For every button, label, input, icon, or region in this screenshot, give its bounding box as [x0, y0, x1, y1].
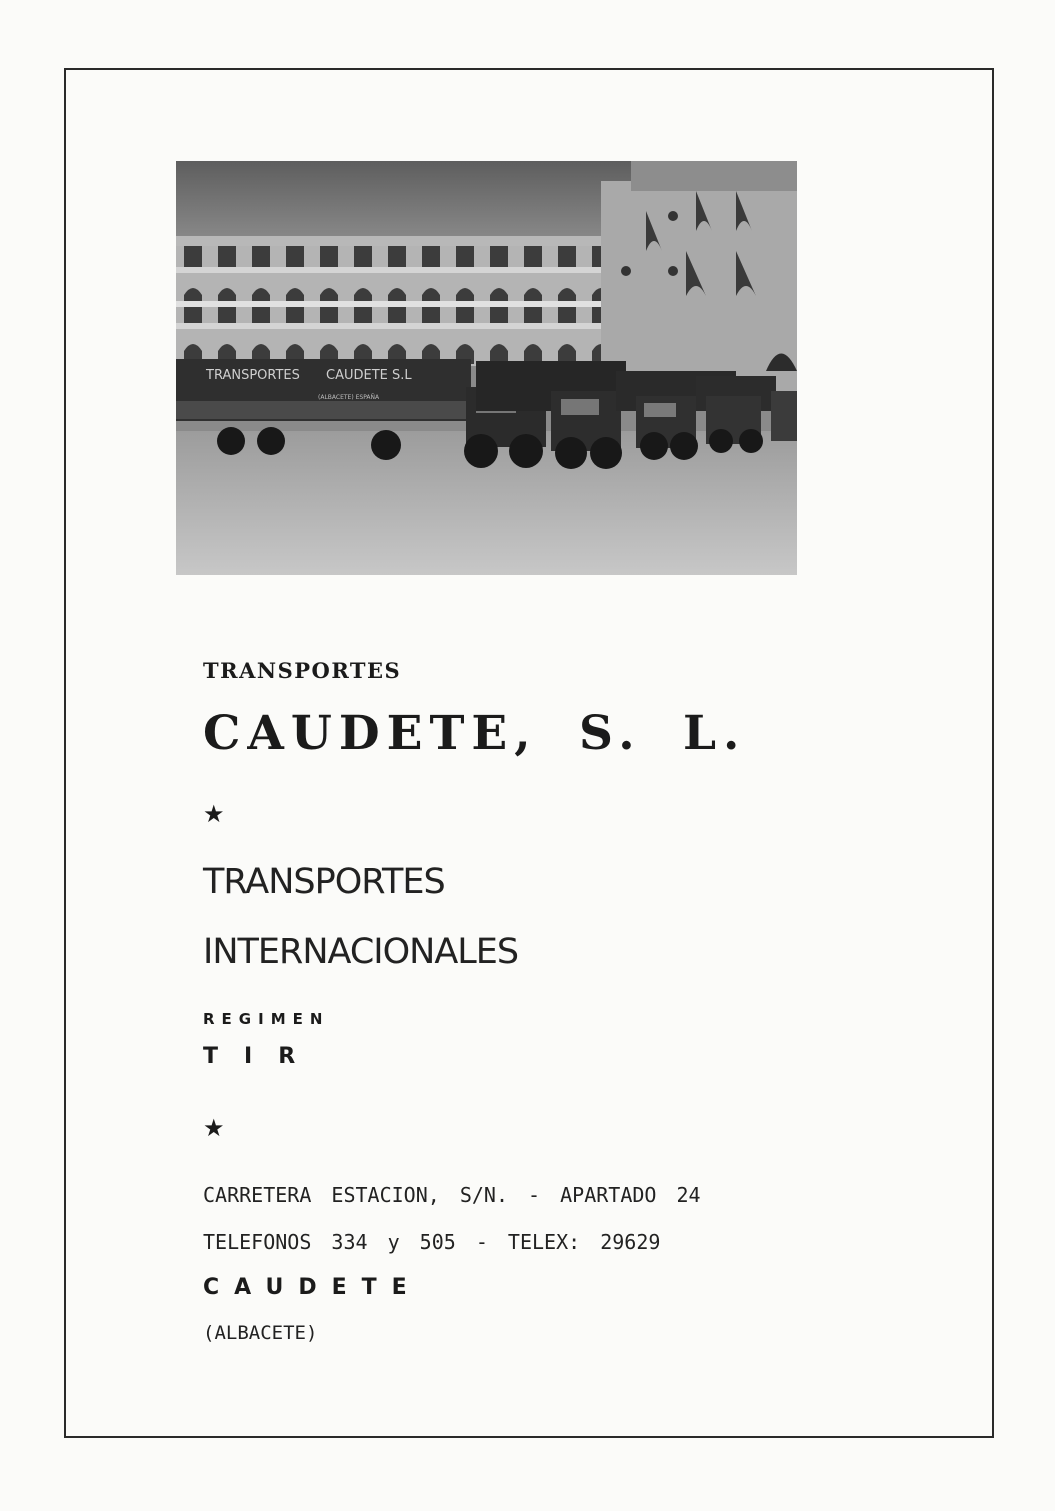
star-divider-icon: ★ — [203, 1114, 225, 1142]
heading-small-title: TRANSPORTES — [203, 658, 402, 683]
regime-value: TIR — [203, 1044, 322, 1069]
regime-label: REGIMEN — [203, 1010, 330, 1028]
address-line: CARRETERA ESTACION, S/N. - APARTADO 24 — [203, 1183, 701, 1207]
truck-label-albacete: (ALBACETE) ESPAÑA — [318, 394, 380, 401]
province-name: (ALBACETE) — [203, 1322, 318, 1344]
truck-fleet-photo — [176, 161, 797, 575]
truck-label-caudete: CAUDETE S.L — [326, 368, 412, 383]
city-name: CAUDETE — [203, 1275, 422, 1300]
service-line-2: INTERNACIONALES — [203, 932, 519, 972]
truck-label-transportes: TRANSPORTES — [206, 368, 300, 383]
company-name: CAUDETE, S. L. — [203, 706, 747, 761]
service-line-1: TRANSPORTES — [203, 862, 445, 902]
star-divider-icon: ★ — [203, 800, 225, 828]
phone-telex-line: TELEFONOS 334 y 505 - TELEX: 29629 — [203, 1230, 661, 1254]
